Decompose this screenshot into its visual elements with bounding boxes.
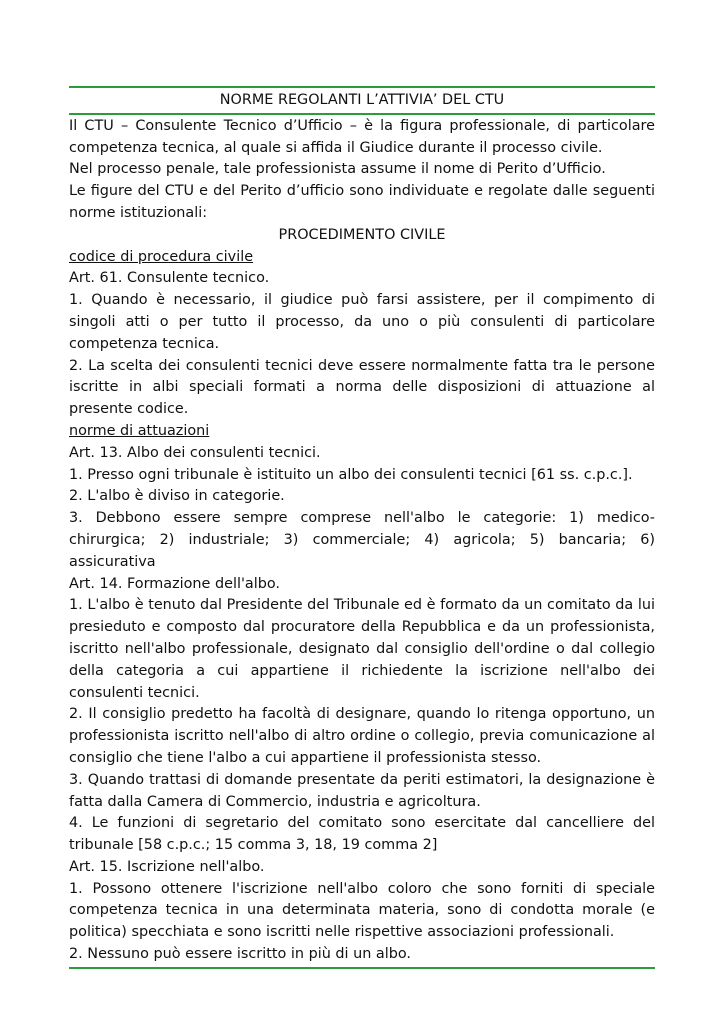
document-title: NORME REGOLANTI L’ATTIVIA’ DEL CTU: [219, 92, 505, 108]
art15-comma-1: 1. Possono ottenere l'iscrizione nell'albo coloro che sono forniti di speciale competenza tecnica in una determinata materia, sono di condotta morale (e politica) specchiata e sono iscritti nelle rispettive associazioni professionali.: [69, 880, 655, 941]
art14-comma-3: 3. Quando trattasi di domande presentate da periti estimatori, la designazione è fatta dalla Camera di Commercio, industria e agricoltura.: [69, 771, 655, 810]
art13-comma-2: 2. L'albo è diviso in categorie.: [69, 488, 285, 505]
art13-comma-1: 1. Presso ogni tribunale è istituito un albo dei consulenti tecnici [61 ss. c.p.c.].: [69, 466, 633, 483]
intro-paragraph-2: Nel processo penale, tale professionista assume il nome di Perito d’Ufficio.: [69, 161, 606, 178]
bottom-rule: [69, 967, 655, 969]
art13-title: Art. 13. Albo dei consulenti tecnici.: [69, 444, 321, 461]
intro-paragraph-1: Il CTU – Consulente Tecnico d’Ufficio – è la figura professionale, di particolare competenza tecnica, al quale si affida il Giudice durante il processo civile.: [69, 117, 655, 156]
art61-comma-1: 1. Quando è necessario, il giudice può farsi assistere, per il compimento di singoli atti o per tutto il processo, da uno o più consulenti di particolare competenza tecnica.: [69, 292, 655, 352]
top-rule: [69, 86, 655, 88]
art14-title: Art. 14. Formazione dell'albo.: [69, 575, 281, 592]
section-heading: PROCEDIMENTO CIVILE: [278, 226, 446, 243]
art61-title: Art. 61. Consulente tecnico.: [69, 270, 270, 287]
art61-comma-2: 2. La scelta dei consulenti tecnici deve essere normalmente fatta tra le persone iscritte in albi speciali formati a norma delle disposizioni di attuazione al presente codice.: [69, 357, 655, 418]
title-rule: [69, 113, 655, 115]
attuazione-heading: norme di attuazioni: [69, 422, 210, 439]
art15-title: Art. 15. Iscrizione nell'albo.: [69, 858, 265, 875]
document-page: [69, 86, 655, 969]
intro-paragraph-3: Le figure del CTU e del Perito d’ufficio sono individuate e regolate dalle seguenti norme istituzionali:: [69, 183, 655, 221]
art14-comma-1: 1. L'albo è tenuto dal Presidente del Tribunale ed è formato da un comitato da lui presieduto e composto dal procuratore della Repubblica e da un professionista, iscritto nell'albo professionale, designato dal consiglio dell'ordine o dal collegio della categoria a cui appartiene il richiedente la iscrizione nell'albo dei consulenti tecnici.: [69, 597, 655, 701]
art14-comma-2: 2. Il consiglio predetto ha facoltà di designare, quando lo ritenga opportuno, un professionista iscritto nell'albo di altro ordine o collegio, previa comunicazione al consiglio che tiene l'albo a cui appartiene il professionista stesso.: [69, 706, 655, 766]
art14-comma-4: 4. Le funzioni di segretario del comitato sono esercitate dal cancelliere del tribunale [58 c.p.c.; 15 comma 3, 18, 19 comma 2]: [69, 815, 655, 854]
art13-comma-3: 3. Debbono essere sempre comprese nell'albo le categorie: 1) medico-chirurgica; 2) industriale; 3) commerciale; 4) agricola; 5) bancaria; 6) assicurativa: [69, 510, 655, 570]
cpc-heading: codice di procedura civile: [69, 248, 254, 265]
art15-comma-2: 2. Nessuno può essere iscritto in più di un albo.: [69, 946, 412, 963]
